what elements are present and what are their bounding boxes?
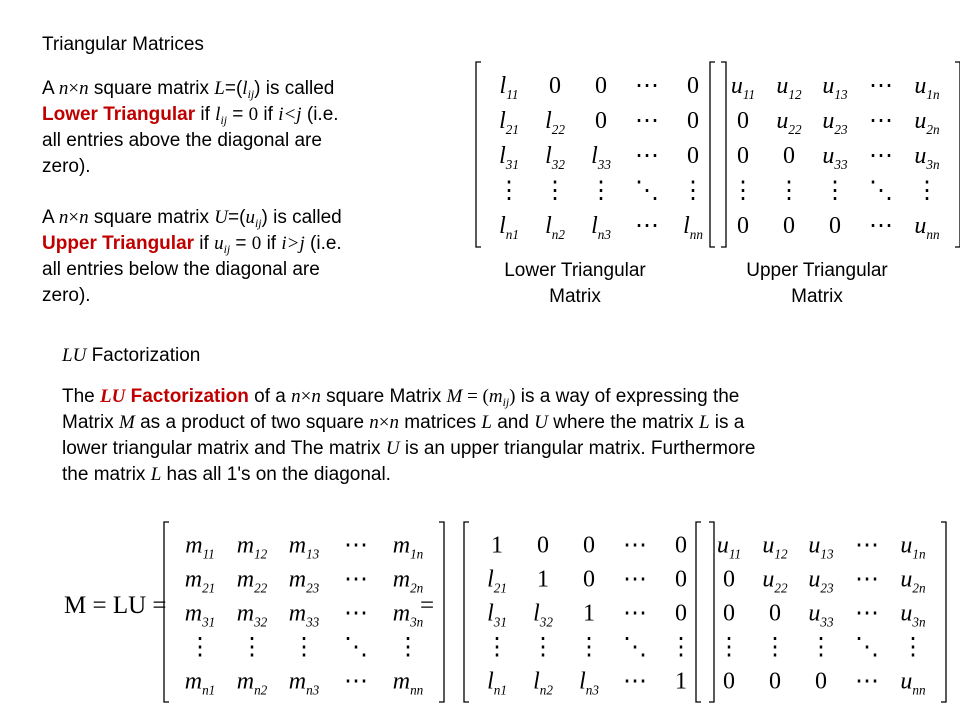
- matrix-entry: $u_{12}$: [776, 72, 802, 102]
- matrix-entry: ⋮: [485, 634, 509, 661]
- matrix-entry: ⋮: [809, 634, 833, 661]
- matrix-entry: 0: [737, 107, 749, 134]
- matrix-entry: $l_{n3}$: [579, 668, 599, 698]
- matrix-entry: ⋮: [731, 177, 755, 204]
- right-bracket: [439, 522, 444, 702]
- left-bracket: [464, 522, 469, 702]
- matrix-entry: $m_{2n}$: [392, 566, 424, 596]
- matrix-entry: 0: [583, 566, 595, 593]
- matrix-entry: $u_{3n}$: [900, 600, 926, 630]
- matrix-entry: $u_{3n}$: [914, 142, 940, 172]
- matrix-entry: 1: [583, 600, 595, 627]
- matrix-entry: ⋮: [543, 177, 567, 204]
- matrix-entry: $u_{11}$: [730, 72, 756, 102]
- lower-triangular-matrix: [474, 60, 728, 254]
- matrix-entry: $l_{22}$: [545, 107, 565, 137]
- matrix-entry: ⋱: [635, 177, 659, 204]
- matrix-entry: $m_{21}$: [184, 566, 216, 596]
- matrix-entry: $m_{3n}$: [392, 600, 424, 630]
- matrix-entry: 1: [491, 532, 503, 559]
- matrix-entry: 1: [675, 668, 687, 695]
- matrix-entry: $l_{n2}$: [545, 212, 565, 242]
- triangular-matrices-heading: Triangular Matrices: [42, 34, 204, 55]
- matrix-entry: $m_{23}$: [288, 566, 320, 596]
- left-bracket: [696, 522, 701, 702]
- matrix-entry: ⋯: [869, 212, 893, 239]
- matrix-entry: ⋯: [344, 600, 368, 627]
- matrix-entry: $m_{33}$: [288, 600, 320, 630]
- matrix-entry: 0: [783, 142, 795, 169]
- matrix-entry: $u_{13}$: [822, 72, 848, 102]
- lower-matrix-svg: [474, 60, 728, 249]
- left-bracket: [164, 522, 169, 702]
- matrix-entry: $u_{nn}$: [900, 668, 926, 698]
- matrix-entry: $l_{32}$: [533, 600, 553, 630]
- matrix-entry: ⋱: [623, 634, 647, 661]
- matrix-entry: ⋮: [577, 634, 601, 661]
- matrix-entry: 0: [675, 532, 687, 559]
- matrix-entry: ⋮: [292, 634, 316, 661]
- matrix-entry: 0: [829, 212, 841, 239]
- m-matrix: [162, 520, 446, 709]
- matrix-entry: ⋯: [855, 566, 879, 593]
- upper-triangular-term: Upper Triangular: [42, 233, 195, 254]
- matrix-entry: $l_{31}$: [487, 600, 507, 630]
- matrix-entry: ⋯: [623, 600, 647, 627]
- matrix-entry: 0: [537, 532, 549, 559]
- left-bracket: [476, 62, 481, 247]
- matrix-entry: $l_{31}$: [499, 142, 519, 172]
- matrix-entry: $l_{33}$: [591, 142, 611, 172]
- matrix-entry: ⋯: [869, 107, 893, 134]
- lower-triangular-term: Lower Triangular: [42, 104, 196, 125]
- matrix-entry: $u_{23}$: [822, 107, 848, 137]
- matrix-entry: ⋮: [669, 634, 693, 661]
- matrix-entry: 0: [737, 212, 749, 239]
- matrix-entry: $u_{2n}$: [914, 107, 940, 137]
- matrix-entry: ⋮: [777, 177, 801, 204]
- matrix-entry: 0: [549, 72, 561, 99]
- m-matrix-svg: [162, 520, 446, 704]
- matrix-entry: $m_{11}$: [185, 532, 215, 562]
- matrix-entry: ⋮: [188, 634, 212, 661]
- matrix-entry: $l_{32}$: [545, 142, 565, 172]
- matrix-entry: 0: [687, 142, 699, 169]
- matrix-entry: 0: [687, 107, 699, 134]
- matrix-entry: ⋯: [869, 142, 893, 169]
- matrix-entry: $l_{n1}$: [499, 212, 519, 242]
- right-bracket: [955, 62, 960, 247]
- matrix-entry: 0: [723, 566, 735, 593]
- u-matrix: [694, 520, 948, 709]
- right-bracket: [941, 522, 946, 702]
- matrix-entry: $m_{31}$: [184, 600, 216, 630]
- lower-triangular-definition: A n×n square matrix $L=(l_{ij})$ is called Lower Triangular if $l_{ij} = 0$ if i<j (i.e. all entries above the diagonal are zero).: [42, 78, 339, 177]
- matrix-entry: $u_{33}$: [808, 600, 834, 630]
- matrix-entry: ⋮: [763, 634, 787, 661]
- matrix-entry: $u_{23}$: [808, 566, 834, 596]
- matrix-entry: ⋱: [869, 177, 893, 204]
- matrix-entry: $u_{2n}$: [900, 566, 926, 596]
- matrix-entry: 0: [687, 72, 699, 99]
- matrix-entry: ⋯: [855, 668, 879, 695]
- matrix-entry: $l_{n1}$: [487, 668, 507, 698]
- matrix-entry: ⋯: [869, 72, 893, 99]
- matrix-entry: $l_{n2}$: [533, 668, 553, 698]
- matrix-entry: $l_{21}$: [499, 107, 519, 137]
- matrix-entry: ⋮: [589, 177, 613, 204]
- matrix-entry: ⋮: [681, 177, 705, 204]
- matrix-entry: 0: [675, 566, 687, 593]
- matrix-entry: 0: [583, 532, 595, 559]
- matrix-entry: 0: [769, 668, 781, 695]
- matrix-entry: $m_{12}$: [236, 532, 268, 562]
- matrix-entry: $l_{11}$: [499, 72, 519, 102]
- matrix-entry: $u_{1n}$: [914, 72, 940, 102]
- l-matrix: [462, 520, 716, 709]
- matrix-entry: $u_{33}$: [822, 142, 848, 172]
- matrix-entry: ⋯: [635, 107, 659, 134]
- matrix-entry: $u_{22}$: [762, 566, 788, 596]
- matrix-entry: $m_{22}$: [236, 566, 268, 596]
- matrix-entry: ⋱: [855, 634, 879, 661]
- matrix-entry: ⋮: [240, 634, 264, 661]
- upper-triangular-matrix: [708, 60, 960, 254]
- matrix-entry: $m_{n1}$: [184, 668, 216, 698]
- matrix-entry: ⋯: [344, 566, 368, 593]
- matrix-entry: $m_{1n}$: [392, 532, 424, 562]
- matrix-entry: $m_{n2}$: [236, 668, 268, 698]
- matrix-entry: ⋮: [497, 177, 521, 204]
- matrix-entry: 0: [595, 72, 607, 99]
- matrix-entry: 0: [815, 668, 827, 695]
- matrix-entry: ⋮: [396, 634, 420, 661]
- matrix-entry: 0: [723, 600, 735, 627]
- matrix-entry: ⋯: [344, 532, 368, 559]
- matrix-entry: ⋮: [531, 634, 555, 661]
- matrix-entry: $u_{1n}$: [900, 532, 926, 562]
- upper-triangular-definition: A n×n square matrix $U=(u_{ij})$ is called Upper Triangular if $u_{ij} = 0$ if i>j (i.e. all entries below the diagonal are zero).: [42, 207, 342, 306]
- matrix-entry: ⋯: [855, 600, 879, 627]
- matrix-entry: $u_{11}$: [716, 532, 742, 562]
- matrix-entry: ⋯: [635, 212, 659, 239]
- upper-triangular-caption: Upper Triangular Matrix: [746, 260, 888, 307]
- left-bracket: [710, 62, 715, 247]
- matrix-entry: 0: [595, 107, 607, 134]
- l-matrix-svg: [462, 520, 716, 704]
- equation-lhs: M = LU =: [64, 592, 167, 619]
- matrix-entry: ⋯: [635, 72, 659, 99]
- matrix-entry: $m_{13}$: [288, 532, 320, 562]
- equals-sign: =: [420, 592, 435, 619]
- matrix-entry: ⋮: [901, 634, 925, 661]
- matrix-entry: 0: [737, 142, 749, 169]
- matrix-entry: ⋯: [855, 532, 879, 559]
- matrix-entry: $m_{32}$: [236, 600, 268, 630]
- matrix-entry: 0: [783, 212, 795, 239]
- matrix-entry: ⋯: [623, 566, 647, 593]
- matrix-entry: ⋯: [344, 668, 368, 695]
- matrix-entry: $u_{12}$: [762, 532, 788, 562]
- matrix-entry: 0: [675, 600, 687, 627]
- matrix-entry: $l_{n3}$: [591, 212, 611, 242]
- u-matrix-svg: [694, 520, 948, 704]
- lu-term: LU: [100, 386, 126, 407]
- matrix-entry: ⋮: [823, 177, 847, 204]
- matrix-entry: 0: [723, 668, 735, 695]
- matrix-entry: $u_{nn}$: [914, 212, 940, 242]
- matrix-entry: $u_{13}$: [808, 532, 834, 562]
- matrix-entry: ⋯: [623, 532, 647, 559]
- lower-triangular-caption: Lower Triangular Matrix: [504, 260, 646, 307]
- lu-factorization-definition: The LU Factorization of a n×n square Matrix $M = (m_{ij})$ is a way of expressing the Matrix M as a product of two square n×n matrices L and U where the matrix L is a lower triangular matrix and The matrix U is an upper triangular matrix. Furthermore the matrix L has all 1's on the diagonal.: [62, 386, 756, 485]
- matrix-entry: $l_{21}$: [487, 566, 507, 596]
- matrix-entry: $m_{n3}$: [288, 668, 320, 698]
- matrix-entry: 1: [537, 566, 549, 593]
- matrix-entry: ⋯: [623, 668, 647, 695]
- lu-factorization-heading: LU Factorization: [62, 345, 201, 366]
- matrix-entry: ⋯: [635, 142, 659, 169]
- matrix-entry: $u_{22}$: [776, 107, 802, 137]
- upper-matrix-svg: [708, 60, 960, 249]
- matrix-entry: 0: [769, 600, 781, 627]
- matrix-entry: $m_{nn}$: [392, 668, 424, 698]
- matrix-entry: ⋮: [717, 634, 741, 661]
- matrix-entry: ⋮: [915, 177, 939, 204]
- matrix-entry: $l_{nn}$: [683, 212, 703, 242]
- matrix-entry: ⋱: [344, 634, 368, 661]
